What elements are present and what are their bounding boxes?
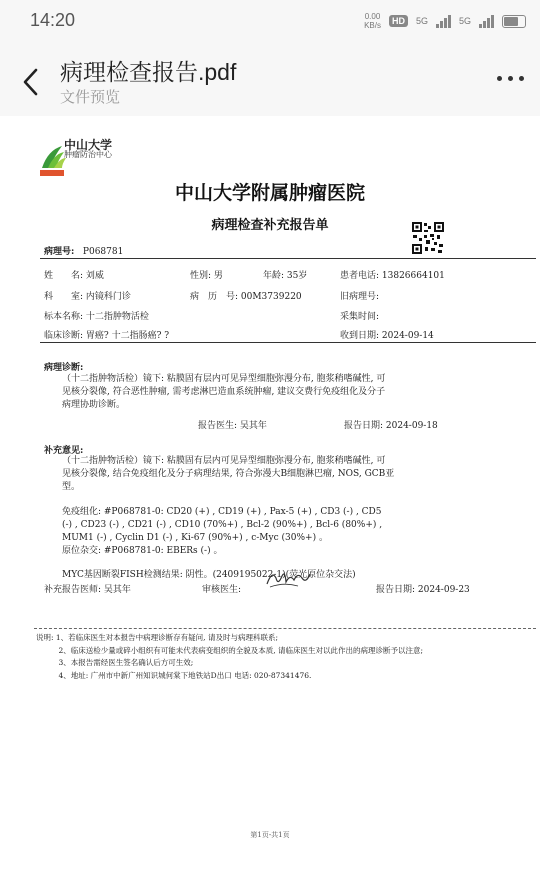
app-header	[0, 40, 540, 116]
hd-badge: HD	[389, 15, 408, 27]
supplement-report-date: 报告日期: 2024-09-23	[376, 585, 470, 595]
report-title: 病理检查补充报告单	[211, 218, 329, 233]
field-name: 姓 名: 刘威	[44, 271, 104, 281]
supplement-title: 补充意见:	[44, 446, 84, 456]
report-notes: 说明: 1、若临床医生对本报告中病理诊断存有疑问, 请及时与病理科联系; 2、临床送检少量或碎小组织有可能未代表病变组织的全貌及本质, 请临床医生对以此作出的病理诊断予以注意; 3、本报告需经医生签名确认后方可生效; 4、地址: 广州市中新广州知识城何棠下地铁站D出口 电话: 020-87341476.	[36, 633, 424, 680]
field-record-number: 病 历 号: 00M3739220	[190, 292, 302, 302]
signal-icon	[436, 14, 451, 28]
divider	[34, 628, 536, 629]
battery-icon	[502, 15, 526, 28]
immunohistochemistry-text: 免疫组化: #P068781-0: CD20 (+) , CD19 (+) , Pax-5 (+) , CD3 (-) , CD5 (-) , CD23 (-) , CD21 (-) , CD10 (70%+) , Bcl-2 (90%+) , Bcl-6 (80%+) , MUM1 (-) , Cyclin D1 (-) , Ki-67 (90%+) , c-Myc (30%+) 。 原位杂交: #P068781-0: EBERs (-) 。	[62, 507, 383, 556]
pathology-diagnosis-text: （十二指肿物活检）镜下: 粘膜固有层内可见异型细胞弥漫分布, 胞浆稍嗜碱性, 可 见核分裂像, 符合恶性肿瘤, 需考虑淋巴造血系统肿瘤, 建议交费行免疫组化及分子 病理协助诊断。	[62, 374, 386, 410]
field-phone: 患者电话: 13826664101	[340, 271, 445, 281]
supplement-doctor: 补充报告医师: 吴其年	[44, 585, 131, 595]
field-specimen: 标本名称: 十二指肿物活检	[44, 312, 149, 322]
field-sex: 性别: 男	[190, 271, 223, 281]
logo-text	[64, 140, 112, 160]
field-age: 年龄: 35岁	[263, 271, 308, 281]
divider	[40, 258, 536, 259]
field-collect-time: 采集时间:	[340, 312, 380, 322]
file-subtitle: 文件预览	[60, 89, 121, 106]
more-menu-icon[interactable]	[497, 76, 524, 81]
supplement-text: （十二指肿物活检）镜下: 粘膜固有层内可见异型细胞弥漫分布, 胞浆稍嗜碱性, 可 见核分裂像, 结合免疫组化及分子病理结果, 符合弥漫大B细胞淋巴瘤, NOS, GCB亚 型。	[62, 456, 395, 492]
pdf-page[interactable]	[0, 116, 540, 870]
signal-label-1: 5G	[415, 16, 428, 26]
qr-code	[412, 222, 444, 254]
logo-name: 中山大学	[64, 138, 113, 152]
divider	[40, 342, 536, 343]
back-arrow-icon[interactable]	[20, 68, 42, 96]
report-doctor: 报告医生: 吴其年	[198, 421, 267, 431]
pathology-number: 病理号: P068781	[44, 247, 124, 257]
field-received-date: 收到日期: 2024-09-14	[340, 331, 434, 341]
status-bar	[0, 0, 540, 40]
field-clinical-diagnosis: 临床诊断: 胃癌? 十二指肠癌? ?	[44, 331, 170, 341]
fish-result: MYC基因断裂FISH检测结果: 阴性。(2409195022-1)(荧光原位杂交法)	[62, 570, 356, 580]
reviewer-label: 审核医生:	[202, 585, 242, 595]
field-old-pathology-number: 旧病理号:	[340, 292, 380, 302]
file-title: 病理检查报告.pdf	[60, 59, 237, 85]
network-speed: 0.00 KB/s	[364, 12, 381, 30]
page-number: 第1页-共1页	[250, 831, 290, 839]
report-date: 报告日期: 2024-09-18	[344, 421, 438, 431]
status-time: 14:20	[30, 10, 76, 30]
reviewer-signature	[264, 568, 312, 590]
hospital-name: 中山大学附属肿瘤医院	[174, 182, 365, 204]
signal-label-2: 5G	[458, 16, 471, 26]
field-department: 科 室: 内镜科门诊	[44, 292, 131, 302]
logo-subtitle: 肿瘤防治中心	[64, 150, 112, 159]
signal-icon-2	[479, 14, 494, 28]
pathology-diagnosis-title: 病理诊断:	[44, 363, 84, 373]
status-icons	[364, 12, 526, 30]
